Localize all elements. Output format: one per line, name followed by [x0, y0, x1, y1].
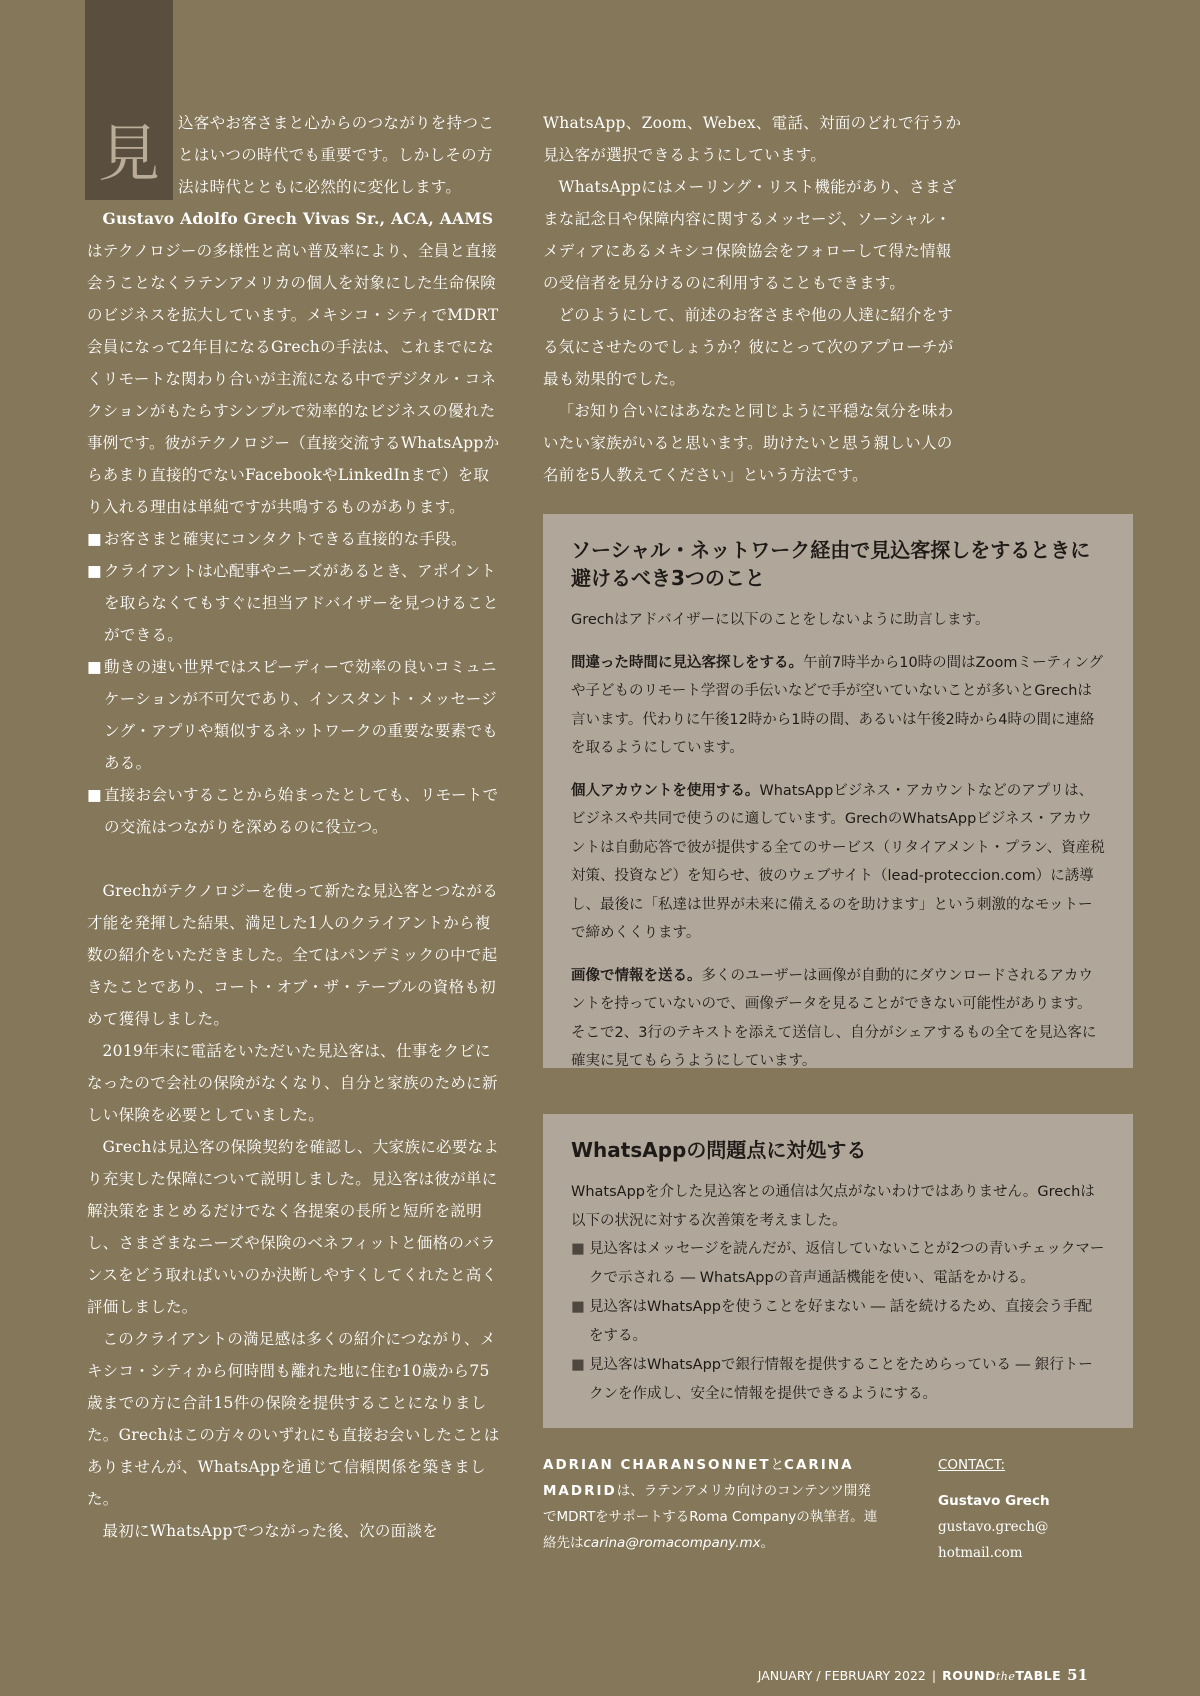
contact-block — [938, 1452, 1118, 1566]
list-item: ■ 見込客はメッセージを読んだが、返信していないことが2つの青いチェックマークで示される ― WhatsAppの音声通話機能を使い、電話をかける。 — [571, 1235, 1105, 1293]
page-number: 51 — [1067, 1666, 1088, 1684]
body-paragraph: WhatsApp、Zoom、Webex、電話、対面のどれで行うか見込客が選択できるようにしています。 — [543, 114, 962, 164]
bullet-square-icon: ■ — [571, 1357, 585, 1373]
list-item: ■ 動きの速い世界ではスピーディーで効率の良いコミュニケーションが不可欠であり、インスタント・メッセージング・アプリや類似するネットワークの重要な要素でもある。 — [87, 651, 500, 779]
workarounds-list — [571, 1235, 1105, 1409]
body-paragraph: 「お知り合いにはあなたと同じように平穏な気分を味わいたい家族がいると思います。助けたいと思う親しい人の名前を5人教えてください」という方法です。 — [543, 402, 954, 484]
subject-name: Gustavo Adolfo Grech Vivas Sr., ACA, AAMS — [102, 209, 494, 228]
reasons-list — [87, 523, 500, 843]
contact-name: Gustavo Grech — [938, 1493, 1050, 1509]
right-column — [543, 107, 963, 491]
author-credit: ADRIAN CHARANSONNETとCARINA MADRIDは、ラテンアメリカ向けのコンテンツ開発でMDRTをサポートするRoma Companyの執筆者。連絡先はcarina@romacompany.mx。 — [543, 1457, 878, 1551]
bullet-square-icon: ■ — [87, 786, 102, 804]
sidebar-intro: WhatsAppを介した見込客との通信は欠点がないわけではありません。Grechは以下の状況に対する次善策を考えました。 — [571, 1184, 1095, 1229]
list-item: ■ 見込客はWhatsAppで銀行情報を提供することをためらっている ― 銀行トークンを作成し、安全に情報を提供できるようにする。 — [571, 1351, 1105, 1409]
bullet-square-icon: ■ — [87, 562, 102, 580]
body-paragraph: Grechがテクノロジーを使って新たな見込客とつながる才能を発揮した結果、満足した1人のクライアントから複数の紹介をいただきました。全てはパンデミックの中で起きたことであり、コート・オブ・ザ・テーブルの資格も初めて獲得しました。 — [87, 882, 498, 1028]
list-item: ■ クライアントは心配事やニーズがあるとき、アポイントを取らなくてもすぐに担当アドバイザーを見つけることができる。 — [87, 555, 500, 651]
bullet-square-icon: ■ — [87, 530, 102, 548]
list-item: ■ お客さまと確実にコンタクトできる直接的な手段。 — [87, 523, 500, 555]
sidebar-title: ソーシャル・ネットワーク経由で見込客探しをするときに避けるべき3つのこと — [571, 538, 1091, 590]
body-paragraph: 2019年末に電話をいただいた見込客は、仕事をクビになったので会社の保険がなくなり、自分と家族のために新しい保険を必要としていました。 — [87, 1042, 498, 1124]
contact-heading: CONTACT: — [938, 1457, 1006, 1473]
body-paragraph: どのようにして、前述のお客さまや他の人達に紹介をする気にさせたのでしょうか？彼にとって次のアプローチが最も効果的でした。 — [543, 306, 954, 388]
list-item: ■ 見込客はWhatsAppを使うことを好まない ― 話を続けるため、直接会う手配をする。 — [571, 1293, 1105, 1351]
contact-email-line2[interactable]: hotmail.com — [938, 1545, 1023, 1561]
sidebar-intro: Grechはアドバイザーに以下のことをしないように助言します。 — [571, 612, 990, 628]
lead-text: 込客やお客さまと心からのつながりを持つことはいつの時代でも重要です。しかしその方法は時代とともに必然的に変化します。 — [178, 114, 495, 196]
footer-separator: | — [931, 1668, 937, 1683]
author-email-link[interactable]: carina@romacompany.mx — [583, 1535, 761, 1551]
intro-paragraph — [87, 203, 500, 523]
sidebar-whatsapp-issues — [543, 1114, 1133, 1428]
body-paragraph: このクライアントの満足感は多くの紹介につながり、メキシコ・シティから何時間も離れた地に住む10歳から75歳までの方に合計15件の保険を提供することになりました。Grechはこの方々のいずれにも直接お会いしたことはありませんが、WhatsAppを通じて信頼関係を築きました。 — [87, 1330, 500, 1508]
page-footer — [758, 1663, 1088, 1687]
body-paragraph: 最初にWhatsAppでつながった後、次の面談を — [102, 1522, 439, 1540]
left-column — [87, 203, 500, 1547]
list-item: ■ 直接お会いすることから始まったとしても、リモートでの交流はつながりを深めるのに役立つ。 — [87, 779, 500, 843]
sidebar-three-things — [543, 514, 1133, 1068]
sidebar-title: WhatsAppの問題点に対処する — [571, 1138, 867, 1162]
dropcap-letter: 見 — [97, 117, 160, 190]
lead-paragraph — [178, 107, 500, 203]
bullet-square-icon: ■ — [571, 1241, 585, 1257]
magazine-brand: ROUNDtheTABLE — [942, 1668, 1062, 1683]
bullet-square-icon: ■ — [571, 1299, 585, 1315]
sidebar-item: 間違った時間に見込客探しをする。午前7時半から10時の間はZoomミーティングや子どものリモート学習の手伝いなどで手が空いていないことが多いとGrechは言います。代わりに午後12時から1時の間、あるいは午後2時から4時の間に連絡を取るようにしています。 — [571, 654, 1104, 756]
body-paragraph: WhatsAppにはメーリング・リスト機能があり、さまざまな記念日や保障内容に関するメッセージ、ソーシャル・メディアにあるメキシコ保険協会をフォローして得た情報の受信者を見分けるのに利用することもできます。 — [543, 178, 957, 292]
issue-date: JANUARY / FEBRUARY 2022 — [757, 1668, 926, 1683]
sidebar-item: 個人アカウントを使用する。WhatsAppビジネス・アカウントなどのアプリは、ビジネスや共同で使うのに適しています。GrechのWhatsAppビジネス・アカウントは自動応答で彼が提供する全てのサービス（リタイアメント・プラン、資産税対策、投資など）を知らせ、彼のウェブサイト（lead-proteccion.com）に誘導し、最後に「私達は世界が未来に備えるのを助けます」という刺激的なモットーで締めくくります。 — [571, 782, 1105, 941]
body-paragraph: Grechは見込客の保険契約を確認し、大家族に必要なより充実した保障について説明しました。見込客は彼が単に解決策をまとめるだけでなく各提案の長所と短所を説明し、さまざまなニーズや保険のベネフィットと価格のバランスをどう取ればいいのか決断しやすくしてくれたと高く評価しました。 — [87, 1138, 500, 1316]
intro-text: はテクノロジーの多様性と高い普及率により、全員と直接会うことなくラテンアメリカの個人を対象にした生命保険のビジネスを拡大しています。メキシコ・シティでMDRT会員になって2年目になるGrechの手法は、これまでになくリモートな関わり合いが主流になる中でデジタル・コネクションがもたらすシンプルで効率的なビジネスの優れた事例です。彼がテクノロジー（直接交流するWhatsAppからあまり直接的でないFacebookやLinkedInまで）を取り入れる理由は単純ですが共鳴するものがあります。 — [87, 242, 500, 516]
sidebar-item: 画像で情報を送る。多くのユーザーは画像が自動的にダウンロードされるアカウントを持っていないので、画像データを見ることができない可能性があります。そこで2、3行のテキストを添えて送信し、自分がシェアするもの全てを見込客に確実に見てもらうようにしています。 — [571, 967, 1097, 1069]
bullet-square-icon: ■ — [87, 658, 102, 676]
contact-email-line1[interactable]: gustavo.grech@ — [938, 1519, 1049, 1535]
